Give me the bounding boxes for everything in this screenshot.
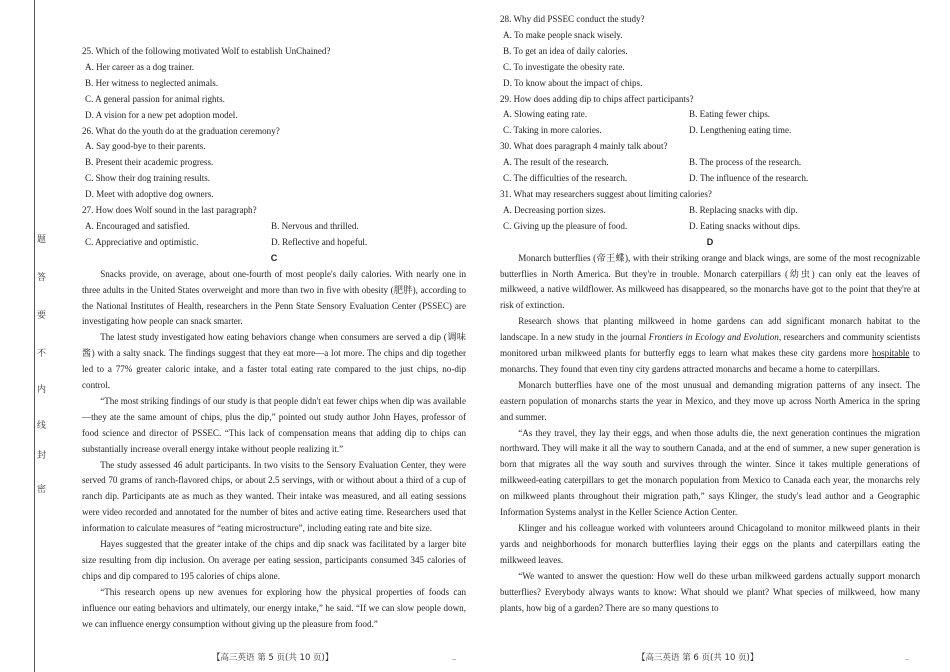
option-c: C. Show their dog training results. bbox=[85, 173, 211, 184]
option-c: C. A general passion for animal rights. bbox=[85, 93, 225, 104]
question-stem: 26. What do the youth do at the graduation ceremony? bbox=[82, 125, 280, 136]
option-d: D. Reflective and hopeful. bbox=[271, 236, 368, 247]
gutter-char: 密 bbox=[37, 485, 47, 495]
option-c: C. Taking in more calories. bbox=[503, 125, 602, 136]
option-a: A. The result of the research. bbox=[503, 157, 609, 168]
gutter-char: 要 bbox=[37, 311, 47, 321]
option-row bbox=[500, 219, 920, 235]
passage-paragraph: Snacks provide, on average, about one-fourth of most people's daily calories. With nearly one in three adults in the United States overweight and more than two in five with obesity (肥胖), according to the National Institutes of Health, researchers in the Penn State Sensory Evaluation Center (PSSEC) are investigating how people can snack smarter. bbox=[82, 268, 466, 327]
option-c: C. The difficulties of the research. bbox=[503, 173, 628, 184]
underlined-word: hospitable bbox=[872, 348, 910, 359]
question-25 bbox=[82, 44, 466, 124]
gutter-char: 内 bbox=[37, 385, 47, 395]
option-row bbox=[500, 203, 920, 219]
option-row bbox=[500, 155, 920, 171]
passage-paragraph: “The most striking findings of our study is that people didn't eat fewer chips when dip was available—they ate the same amount of chips, plus the dip,” pointed out study author John Hayes, professor of food science and director of PSSEC. “This lack of compensation means that adding dip to chips can substantially increase overall energy intake without people realizing it.” bbox=[82, 395, 466, 454]
option-b: B. The process of the research. bbox=[689, 157, 802, 168]
question-stem: 31. What may researchers suggest about limiting calories? bbox=[500, 188, 712, 199]
journal-title: Frontiers in Ecology and Evolution bbox=[648, 332, 779, 343]
passage-d bbox=[500, 251, 920, 617]
passage-paragraph: “This research opens up new avenues for exploring how the physical properties of foods can influence our eating behaviors and ultimately, our energy intake,” he said. “If we can slow people down, we can influence energy consumption without giving up the pleasure from food.” bbox=[82, 586, 466, 629]
question-29 bbox=[500, 92, 920, 140]
section-heading-d: D bbox=[706, 236, 714, 247]
passage-paragraph: The study assessed 46 adult participants. In two visits to the Sensory Evaluation Center, they were served 70 grams of ranch-flavored chips, or about 2.5 servings, with or without about a third of a cup of ranch dip. Participants ate as much as they wanted. Their intake was measured, and all eating sessions were video recorded and annotated for the number of bites and active eating time. Researchers used that information to calculate measures of “eating microstructure”, including eating rate and bite size. bbox=[82, 459, 466, 534]
question-27 bbox=[82, 203, 466, 251]
option-b: B. Eating fewer chips. bbox=[689, 109, 771, 120]
question-stem: 27. How does Wolf sound in the last paragraph? bbox=[82, 205, 257, 216]
passage-c bbox=[82, 267, 466, 633]
question-stem: 30. What does paragraph 4 mainly talk about? bbox=[500, 141, 668, 152]
passage-paragraph: Monarch butterflies (帝王蝶), with their striking orange and black wings, are some of the most recognizable butterflies in North America. But they're in trouble. Monarch caterpillars (幼虫) can only eat the leaves of milkweed, a native wildflower. As milkweed has disappeared, so the monarchs have got to the point that they're at risk of extinction. bbox=[500, 252, 920, 311]
option-d: D. A vision for a new pet adoption model. bbox=[85, 109, 238, 120]
option-b: B. Present their academic progress. bbox=[85, 157, 214, 168]
paragraph-text: to monarchs. They found that even tiny city gardens attracted monarchs and became a home to caterpillars. bbox=[500, 348, 921, 374]
option-b: B. Replacing snacks with dip. bbox=[689, 204, 798, 215]
question-stem: 25. Which of the following motivated Wolf to establish UnChained? bbox=[82, 46, 331, 56]
option-a: A. Slowing eating rate. bbox=[503, 109, 588, 120]
option-row bbox=[82, 219, 466, 235]
question-30 bbox=[500, 139, 920, 187]
option-c: C. Appreciative and optimistic. bbox=[85, 236, 199, 247]
option-a: A. Her career as a dog trainer. bbox=[85, 61, 195, 72]
binding-gutter bbox=[0, 0, 58, 672]
option-row bbox=[82, 235, 466, 251]
gutter-char: 答 bbox=[37, 273, 47, 283]
option-a: A. To make people snack wisely. bbox=[503, 29, 623, 40]
question-stem: 29. How does adding dip to chips affect participants? bbox=[500, 93, 694, 104]
paragraph-text: Research shows that planting milkweed in home gardens can add significant monarch habitat to the landscape. In a new study in the journal bbox=[500, 316, 920, 343]
corner-mark: – bbox=[452, 654, 456, 663]
page-footer-left: 【高三英语 第 5 页(共 10 页)】 bbox=[212, 653, 334, 663]
question-28 bbox=[500, 12, 920, 92]
option-a: A. Say good-bye to their parents. bbox=[85, 141, 206, 152]
passage-paragraph: Hayes suggested that the greater intake of the chips and dip snack was facilitated by a larger bite size resulting from dip inclusion. On average per eating session, participants consumed 345 calories of chips and dip compared to 195 calories of chips alone. bbox=[82, 539, 466, 581]
passage-paragraph: “As they travel, they lay their eggs, and when those adults die, the next generation continues the migration northward. They will make it all the way to southern Canada, and at the end of summer, a new super generation is born that migrates all the way south and survives through the winter. Since it takes multiple generations of milkweed-eating caterpillars to get the monarch population from Mexico to Canada each year, the monarchs rely on milkweed plants throughout their migration path,” says Klinger, the study's lead author and a Geographic Information Systems analyst in the Keller Science Action Center. bbox=[500, 427, 920, 518]
question-31 bbox=[500, 187, 920, 235]
gutter-char: 线 bbox=[37, 421, 47, 431]
option-a: A. Encouraged and satisfied. bbox=[85, 220, 190, 231]
option-c: C. To investigate the obesity rate. bbox=[503, 61, 625, 72]
option-b: B. Her witness to neglected animals. bbox=[85, 77, 219, 88]
passage-paragraph: “We wanted to answer the question: How well do these urban milkweed gardens actually support monarch butterflies? Everybody always wants to know: What should we plant? What species of milkweed, how many plants, how big of a garden? There are so many questions to bbox=[500, 570, 920, 613]
question-26 bbox=[82, 124, 466, 204]
paragraph-text: , researchers and community scientists monitored urban milkweed plants for butterfly eggs to learn what makes these city gardens more bbox=[500, 332, 920, 359]
question-stem: 28. Why did PSSEC conduct the study? bbox=[500, 14, 645, 24]
section-heading-c: C bbox=[270, 252, 278, 263]
option-a: A. Decreasing portion sizes. bbox=[503, 204, 606, 215]
option-row bbox=[500, 171, 920, 187]
page-footer-right: 【高三英语 第 6 页(共 10 页)】 bbox=[637, 653, 759, 663]
right-page-column bbox=[500, 12, 920, 616]
gutter-char: 封 bbox=[37, 451, 47, 461]
corner-mark: – bbox=[905, 654, 909, 663]
option-row bbox=[500, 107, 920, 123]
left-page-column bbox=[82, 44, 466, 633]
binding-line bbox=[34, 0, 35, 672]
passage-paragraph: Klinger and his colleague worked with volunteers around Chicagoland to monitor milkweed plants in their yards and neighborhoods for monarch butterflies laying their eggs on the plants and caterpillars eating the milkweed leaves. bbox=[500, 523, 920, 565]
option-d: D. To know about the impact of chips. bbox=[503, 77, 643, 88]
option-b: B. To get an idea of daily calories. bbox=[503, 45, 628, 56]
option-d: D. The influence of the research. bbox=[689, 173, 809, 184]
option-row bbox=[500, 123, 920, 139]
gutter-char: 不 bbox=[37, 349, 47, 359]
option-d: D. Eating snacks without dips. bbox=[689, 220, 801, 231]
passage-paragraph bbox=[500, 314, 920, 378]
passage-paragraph: The latest study investigated how eating behaviors change when consumers are served a dip (调味酱) with a salty snack. The findings suggest that they eat more—a lot more. The chips and dip together led to a 77% greater caloric intake, and a faster total eating rate compared to the just chips, no-dip control. bbox=[82, 332, 466, 391]
option-c: C. Giving up the pleasure of food. bbox=[503, 220, 628, 231]
option-d: D. Lengthening eating time. bbox=[689, 125, 792, 136]
option-b: B. Nervous and thrilled. bbox=[271, 220, 359, 231]
option-d: D. Meet with adoptive dog owners. bbox=[85, 189, 214, 200]
gutter-char: 题 bbox=[37, 235, 47, 245]
passage-paragraph: Monarch butterflies have one of the most unusual and demanding migration patterns of any insect. The eastern population of monarchs starts the year in Mexico, and they move up across North America in the spring and summer. bbox=[500, 379, 920, 422]
